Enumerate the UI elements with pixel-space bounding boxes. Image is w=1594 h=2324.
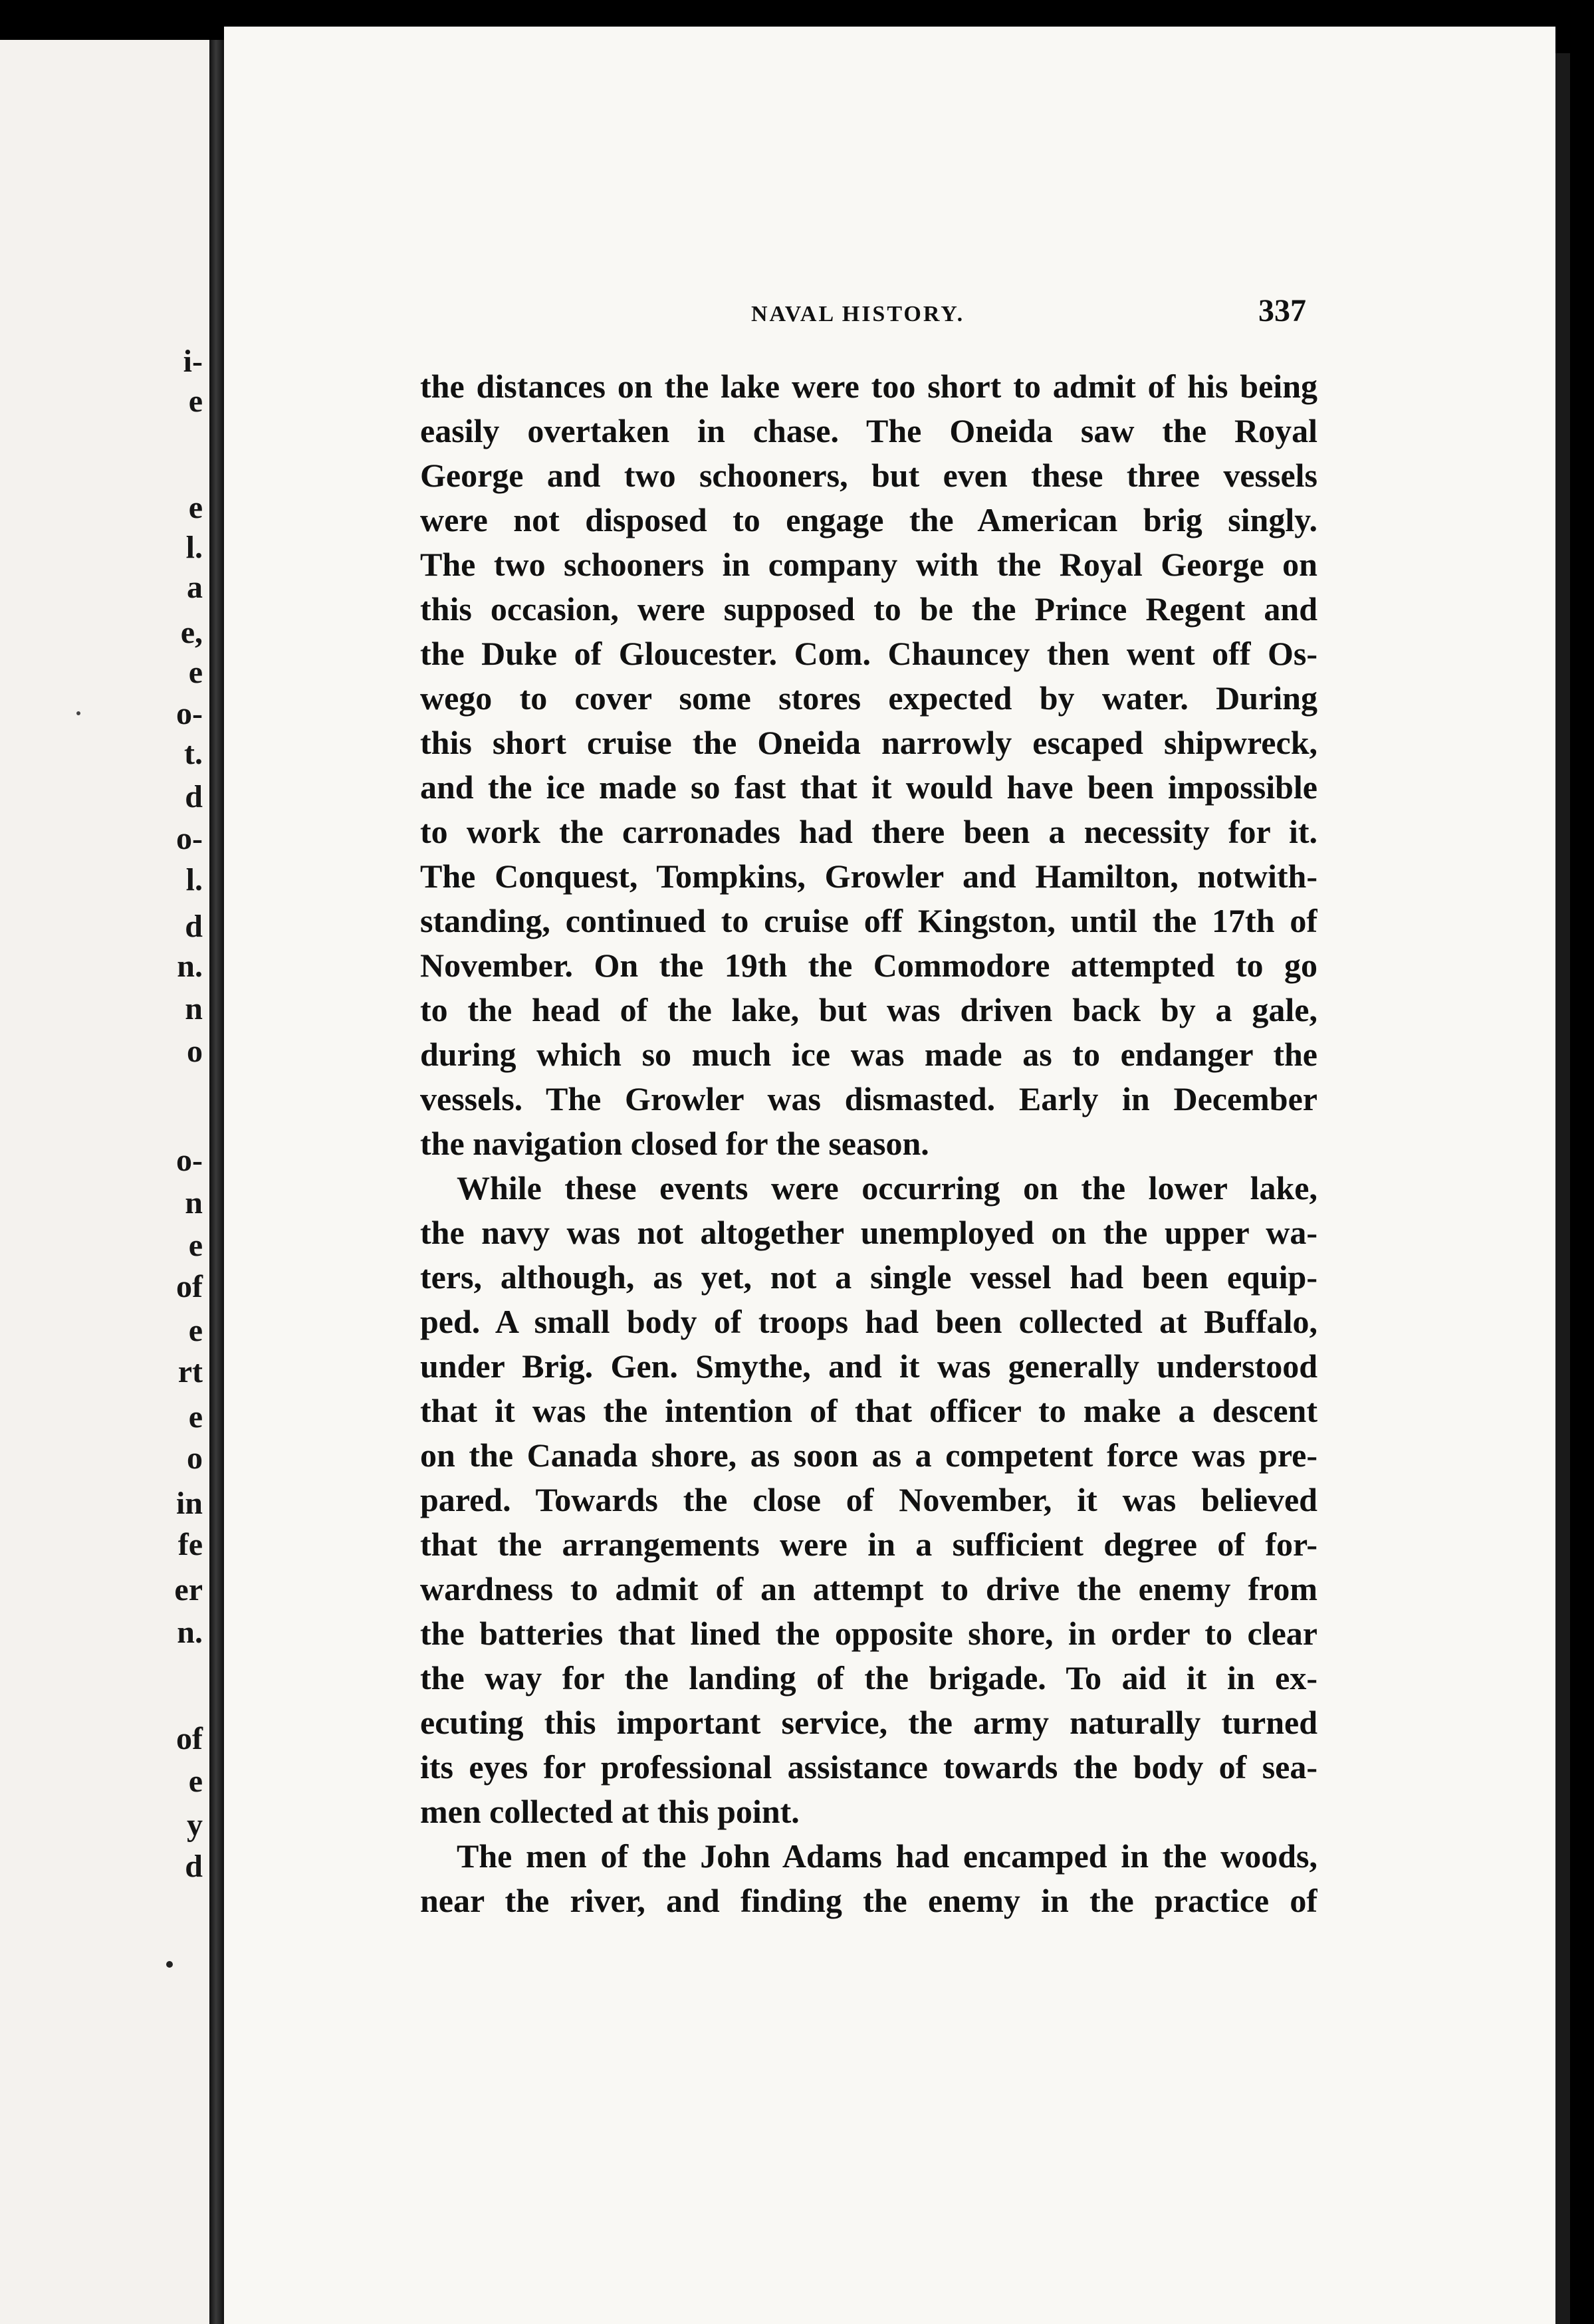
previous-page-fragment: l. [185,862,203,897]
previous-page-fragment: n [185,1185,203,1220]
previous-page-fragment: o- [176,1143,203,1178]
previous-page-fragment: n. [177,1615,203,1650]
text-line: easily overtaken in chase. The Oneida saw the Royal [420,412,1317,449]
previous-page-fragment: e [188,490,203,525]
previous-page-fragment: n [185,991,203,1026]
previous-page-fragment: l. [185,530,203,565]
text-line: were not disposed to engage the American brig singly. [420,501,1317,538]
previous-page-fragment: rt [177,1354,203,1389]
text-line: The Conquest, Tompkins, Growler and Hamilton, notwith- [420,858,1317,895]
text-line: standing, continued to cruise off Kingston, until the 17th of [420,902,1317,939]
previous-page-fragment: d [185,909,203,944]
previous-page-fragment: a [187,570,203,605]
previous-page-fragment: e [188,1399,203,1435]
text-line: this occasion, were supposed to be the Prince Regent and [420,590,1317,628]
previous-page-fragment: o [187,1441,203,1476]
text-line: the Duke of Gloucester. Com. Chauncey then went off Os- [420,635,1317,672]
previous-page-fragment: er [174,1572,203,1607]
page-number: 337 [1258,293,1306,328]
text-line: under Brig. Gen. Smythe, and it was generally understood [420,1347,1317,1385]
text-line: The two schooners in company with the Royal George on [420,546,1317,583]
text-line: While these events were occurring on the lower lake, [457,1169,1317,1207]
text-line: the batteries that lined the opposite shore, in order to clear [420,1615,1317,1652]
previous-page-fragment: t. [184,736,203,771]
previous-page-fragment: e [188,1228,203,1263]
text-line: the way for the landing of the brigade. To aid it in ex- [420,1659,1317,1696]
book-gutter [209,40,224,2324]
previous-page-fragment: i- [183,344,203,379]
text-line: this short cruise the Oneida narrowly escaped shipwreck, [420,724,1317,761]
text-line: ped. A small body of troops had been collected at Buffalo, [420,1303,1317,1340]
previous-page-fragment: e [188,1313,203,1348]
text-line: the navy was not altogether unemployed on the upper wa- [420,1214,1317,1251]
text-line: ters, although, as yet, not a single vessel had been equip- [420,1258,1317,1296]
text-line: and the ice made so fast that it would have been impossible [420,768,1317,806]
text-line: that it was the intention of that officer to make a descent [420,1392,1317,1429]
text-line: George and two schooners, but even these three vessels [420,457,1317,494]
text-line: vessels. The Growler was dismasted. Early in December [420,1080,1317,1117]
previous-page-fragment: of [176,1269,203,1304]
text-line: its eyes for professional assistance towards the body of sea- [420,1748,1317,1786]
text-line: men collected at this point. [420,1793,800,1830]
text-line: ecuting this important service, the army naturally turned [420,1704,1317,1741]
ink-speck [76,711,80,715]
text-line: on the Canada shore, as soon as a competent force was pre- [420,1437,1317,1474]
text-line: to work the carronades had there been a necessity for it. [420,813,1317,850]
previous-page-fragment: d [185,1849,203,1884]
previous-page-fragment: o- [176,821,203,856]
previous-page-fragment: d [185,779,203,814]
text-line: the distances on the lake were too short to admit of his being [420,368,1317,405]
previous-page-edge [0,40,209,2324]
text-line: to the head of the lake, but was driven back by a gale, [420,991,1317,1028]
previous-page-fragment: n. [177,949,203,984]
previous-page-fragment: fe [177,1527,203,1562]
text-line: November. On the 19th the Commodore attempted to go [420,947,1317,984]
body-text [420,364,1317,1923]
text-line: wardness to admit of an attempt to drive the enemy from [420,1570,1317,1607]
running-head: NAVAL HISTORY. [751,302,965,326]
previous-page-fragment: e [188,384,203,419]
text-line: that the arrangements were in a sufficient degree of for- [420,1526,1317,1563]
previous-page-fragment: in [175,1486,203,1521]
text-line: near the river, and finding the enemy in the practice of [420,1882,1317,1919]
previous-page-fragment: o- [176,696,203,731]
page-right-edge-shadow [1555,53,1570,2324]
previous-page-fragment: of [176,1721,203,1756]
previous-page-fragment: o [187,1034,203,1069]
previous-page-fragment: e [188,1764,203,1799]
ink-speck [166,1961,173,1968]
previous-page-fragment: e, [180,615,203,650]
text-line: during which so much ice was made as to endanger the [420,1036,1317,1073]
text-line: The men of the John Adams had encamped in the woods, [457,1837,1317,1875]
previous-page-fragment: y [187,1807,203,1843]
text-line: pared. Towards the close of November, it was believed [420,1481,1317,1518]
text-line: wego to cover some stores expected by water. During [420,679,1317,717]
previous-page-fragment: e [188,655,203,690]
text-line: the navigation closed for the season. [420,1125,929,1162]
